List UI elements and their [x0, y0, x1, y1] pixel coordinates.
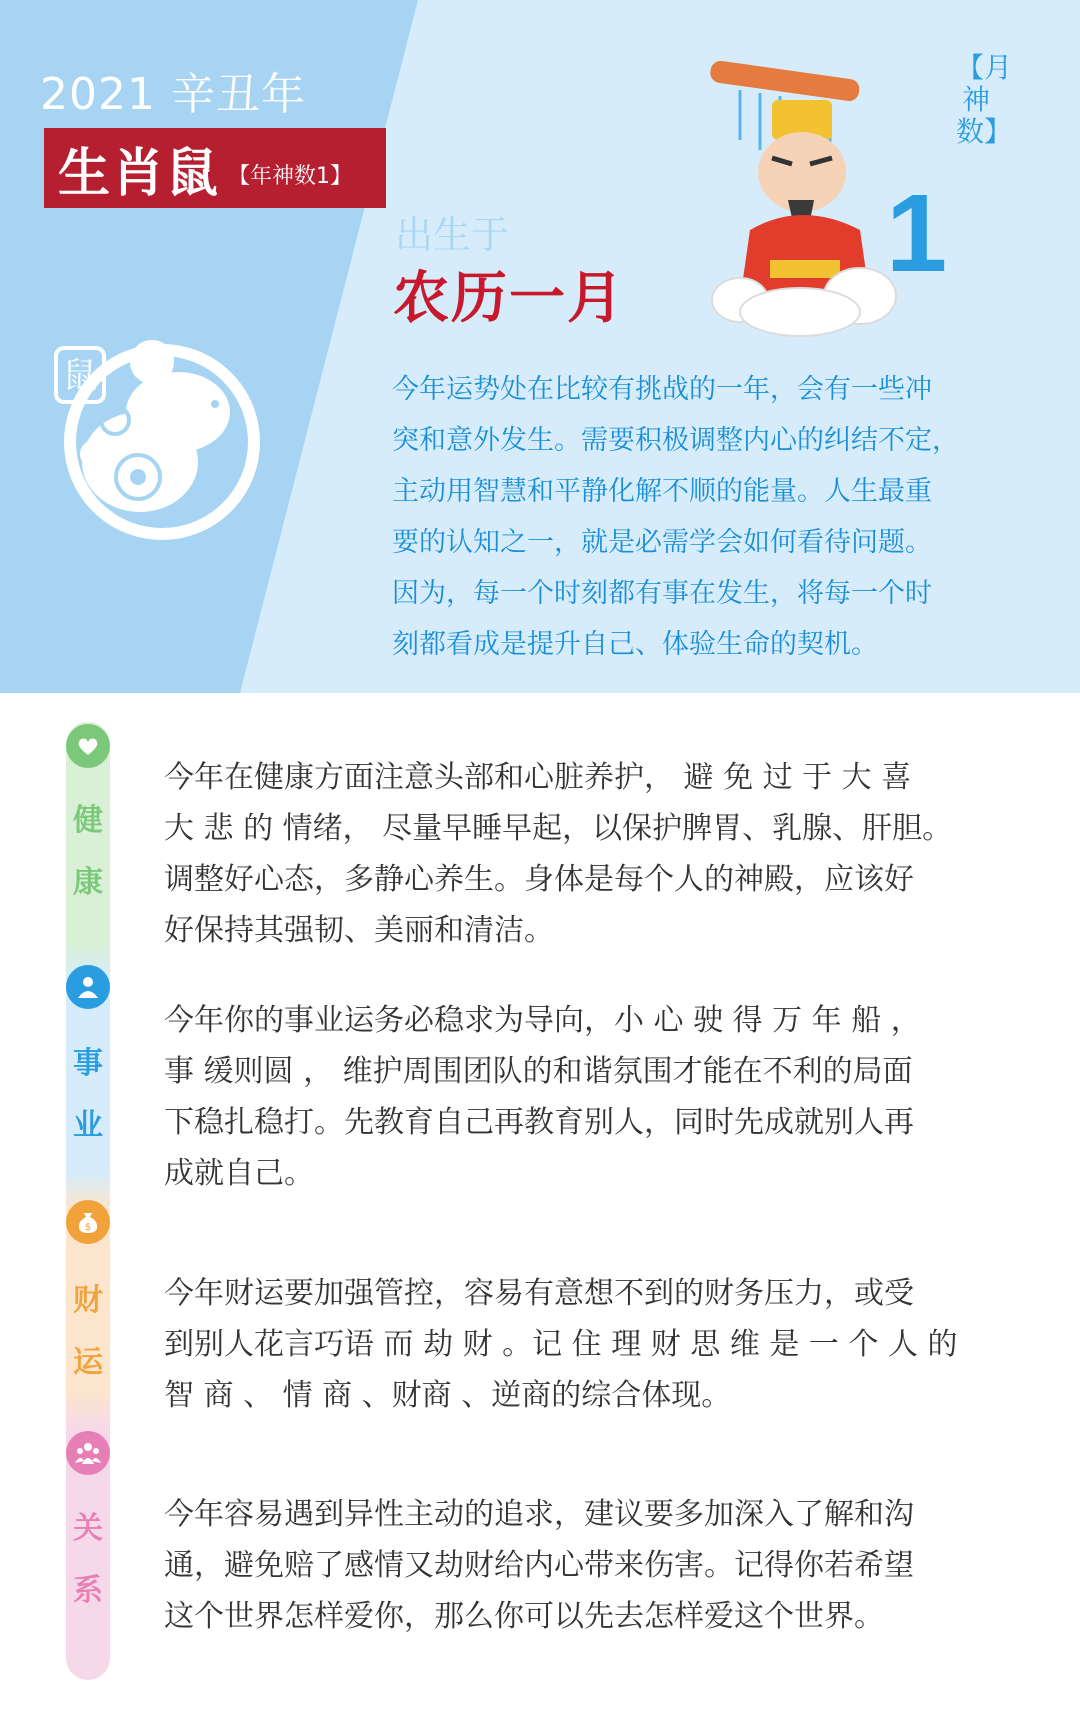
fortune-line: 今年运势处在比较有挑战的一年，会有一些冲 — [392, 374, 932, 405]
section-wealth-text — [164, 1268, 1034, 1421]
label-char: 运 — [73, 1345, 103, 1380]
label-char: 财 — [73, 1283, 103, 1318]
section-relations-text — [164, 1489, 1034, 1642]
category-label-relations — [66, 1498, 110, 1622]
zodiac-note: 【年神数1】 — [228, 163, 353, 189]
section-line: 事 缓则圆 ， 维护周围团队的和谐氛围才能在不利的局面 — [164, 1054, 913, 1089]
year-title: 2021 辛丑年 — [40, 69, 306, 120]
people-group-icon — [66, 1431, 110, 1475]
label-char: 关 — [73, 1511, 103, 1546]
section-career-text — [164, 995, 1034, 1199]
fortune-line: 因为，每一个时刻都有事在发生，将每一个时 — [392, 578, 932, 609]
section-line: 今年容易遇到异性主动的追求，建议要多加深入了解和沟 — [164, 1497, 914, 1532]
section-line: 成就自己。 — [164, 1156, 314, 1191]
money-bag-icon — [66, 1200, 110, 1244]
section-line: 大 悲 的 情绪， 尽量早睡早起，以保护脾胃、乳腺、肝胆。 — [164, 811, 953, 846]
category-label-health — [66, 790, 110, 914]
section-line: 下稳扎稳打。先教育自己再教育别人，同时先成就别人再 — [164, 1105, 914, 1140]
fortune-summary — [392, 364, 1022, 670]
label-char: 健 — [73, 803, 103, 838]
zodiac-name: 生肖鼠 — [58, 143, 221, 204]
section-line: 好保持其强韧、美丽和清洁。 — [164, 913, 554, 948]
zodiac-banner — [44, 128, 386, 208]
section-line: 今年你的事业运务必稳求为导向，小 心 驶 得 万 年 船 ， — [164, 1003, 921, 1038]
section-line: 到别人花言巧语 而 劫 财 。记 住 理 财 思 维 是 一 个 人 的 — [164, 1327, 958, 1362]
fortune-line: 主动用智慧和平静化解不顺的能量。人生最重 — [392, 476, 932, 507]
section-line: 智 商 、 情 商 、财商 、逆商的综合体现。 — [164, 1378, 732, 1413]
section-health-text — [164, 752, 1034, 956]
heart-leaf-icon — [66, 724, 110, 768]
month-number: 1 — [886, 172, 948, 295]
born-label: 出生于 — [395, 213, 510, 257]
label-char: 康 — [73, 865, 103, 900]
section-line: 这个世界怎样爱你，那么你可以先去怎样爱这个世界。 — [164, 1599, 884, 1634]
fortune-line: 刻都看成是提升自己、体验生命的契机。 — [392, 629, 878, 660]
label-char: 系 — [73, 1573, 103, 1608]
fortune-line: 要的认知之一，就是必需学会如何看待问题。 — [392, 527, 932, 558]
section-line: 调整好心态，多静心养生。身体是每个人的神殿，应该好 — [164, 862, 914, 897]
fortune-line: 突和意外发生。需要积极调整内心的纠结不定， — [392, 425, 959, 456]
header-panel — [0, 0, 1080, 693]
section-line: 今年财运要加强管控，容易有意想不到的财务压力，或受 — [164, 1276, 914, 1311]
section-line: 今年在健康方面注意头部和心脏养护， 避 免 过 于 大 喜 — [164, 760, 912, 795]
month-god-label: 【月神数】 — [956, 51, 1013, 148]
section-line: 通，避免赔了感情又劫财给内心带来伤害。记得你若希望 — [164, 1548, 914, 1583]
category-label-career — [66, 1033, 110, 1157]
rat-seal-glyph: 鼠 — [63, 356, 97, 396]
rat-emblem-icon — [50, 302, 260, 558]
person-icon — [66, 965, 110, 1009]
label-char: 事 — [73, 1046, 103, 1081]
svg-text:$: $ — [84, 1222, 92, 1233]
category-label-wealth — [66, 1270, 110, 1394]
label-char: 业 — [73, 1108, 103, 1143]
lunar-month: 农历一月 — [393, 266, 625, 331]
